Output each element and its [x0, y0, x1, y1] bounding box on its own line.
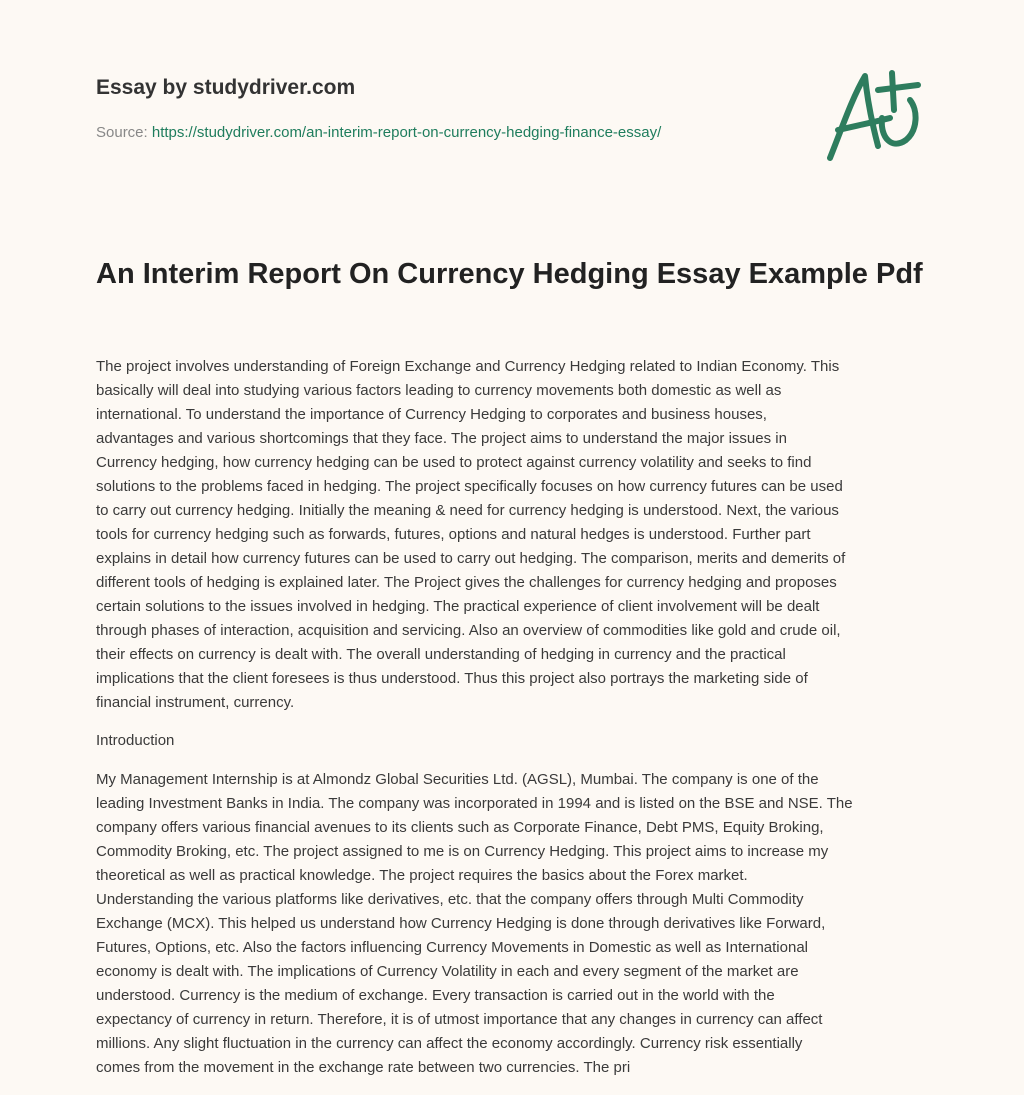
text-line: different tools of hedging is explained later. The Project gives the challenges for currency hedging and proposes: [96, 574, 837, 591]
text-line: implications that the client foresees is thus understood. Thus this project also portrays the marketing side of: [96, 670, 808, 687]
text-line: tools for currency hedging such as forwards, futures, options and natural hedges is understood. Further part: [96, 526, 811, 543]
section-heading: Introduction: [96, 732, 175, 749]
text-line: their effects on currency is dealt with. The overall understanding of hedging in currency and the practical: [96, 646, 786, 663]
text-line: company offers various financial avenues to its clients such as Corporate Finance, Debt PMS, Equity Broking,: [96, 819, 824, 836]
text-line: theoretical as well as practical knowledge. The project requires the basics about the Forex market.: [96, 867, 748, 884]
source-label: Source:: [96, 124, 148, 141]
text-line: The project involves understanding of Foreign Exchange and Currency Hedging related to Indian Economy. This: [96, 358, 840, 375]
text-line: comes from the movement in the exchange rate between two currencies. The pri: [96, 1059, 631, 1076]
text-line: Futures, Options, etc. Also the factors influencing Currency Movements in Domestic as well as International: [96, 939, 808, 956]
a-plus-logo: [820, 68, 930, 168]
text-line: Exchange (MCX). This helped us understand how Currency Hedging is done through derivatives like Forward,: [96, 915, 826, 932]
source-line: [96, 124, 661, 141]
text-line: millions. Any slight fluctuation in the currency can affect the economy accordingly. Currency risk essentially: [96, 1035, 803, 1052]
text-line: understood. Currency is the medium of exchange. Every transaction is carried out in the world with the: [96, 987, 775, 1004]
intro-paragraph: [96, 355, 845, 715]
text-line: economy is dealt with. The implications of Currency Volatility in each and every segment of the market are: [96, 963, 799, 980]
text-line: financial instrument, currency.: [96, 694, 295, 711]
text-line: expectancy of currency in return. Therefore, it is of utmost importance that any changes in currency can affect: [96, 1011, 823, 1028]
text-line: solutions to the problems faced in hedging. The project specifically focuses on how currency futures can be used: [96, 478, 843, 495]
text-line: to carry out currency hedging. Initially the meaning & need for currency hedging is understood. Next, the various: [96, 502, 839, 519]
site-title: Essay by studydriver.com: [96, 76, 356, 99]
text-line: through phases of interaction, acquisition and servicing. Also an overview of commodities like gold and crude oil,: [96, 622, 841, 639]
page-title: An Interim Report On Currency Hedging Essay Example Pdf: [96, 258, 923, 290]
source-link[interactable]: https://studydriver.com/an-interim-report-on-currency-hedging-finance-essay/: [151, 124, 662, 141]
text-line: leading Investment Banks in India. The company was incorporated in 1994 and is listed on the BSE and NSE. The: [96, 795, 853, 812]
text-line: Commodity Broking, etc. The project assigned to me is on Currency Hedging. This project aims to increase my: [96, 843, 829, 860]
text-line: My Management Internship is at Almondz Global Securities Ltd. (AGSL), Mumbai. The company is one of the: [96, 771, 819, 788]
text-line: basically will deal into studying various factors leading to currency movements both domestic as well as: [96, 382, 782, 399]
body-paragraph: [96, 768, 853, 1080]
text-line: advantages and various shortcomings that they face. The project aims to understand the major issues in: [96, 430, 787, 447]
text-line: certain solutions to the issues involved in hedging. The practical experience of client involvement will be dealt: [96, 598, 820, 615]
text-line: explains in detail how currency futures can be used to carry out hedging. The comparison, merits and demerits of: [96, 550, 846, 567]
text-line: Currency hedging, how currency hedging can be used to protect against currency volatility and seeks to find: [96, 454, 812, 471]
text-line: international. To understand the importance of Currency Hedging to corporates and business houses,: [96, 406, 767, 423]
text-line: Understanding the various platforms like derivatives, etc. that the company offers through Multi Commodity: [96, 891, 804, 908]
